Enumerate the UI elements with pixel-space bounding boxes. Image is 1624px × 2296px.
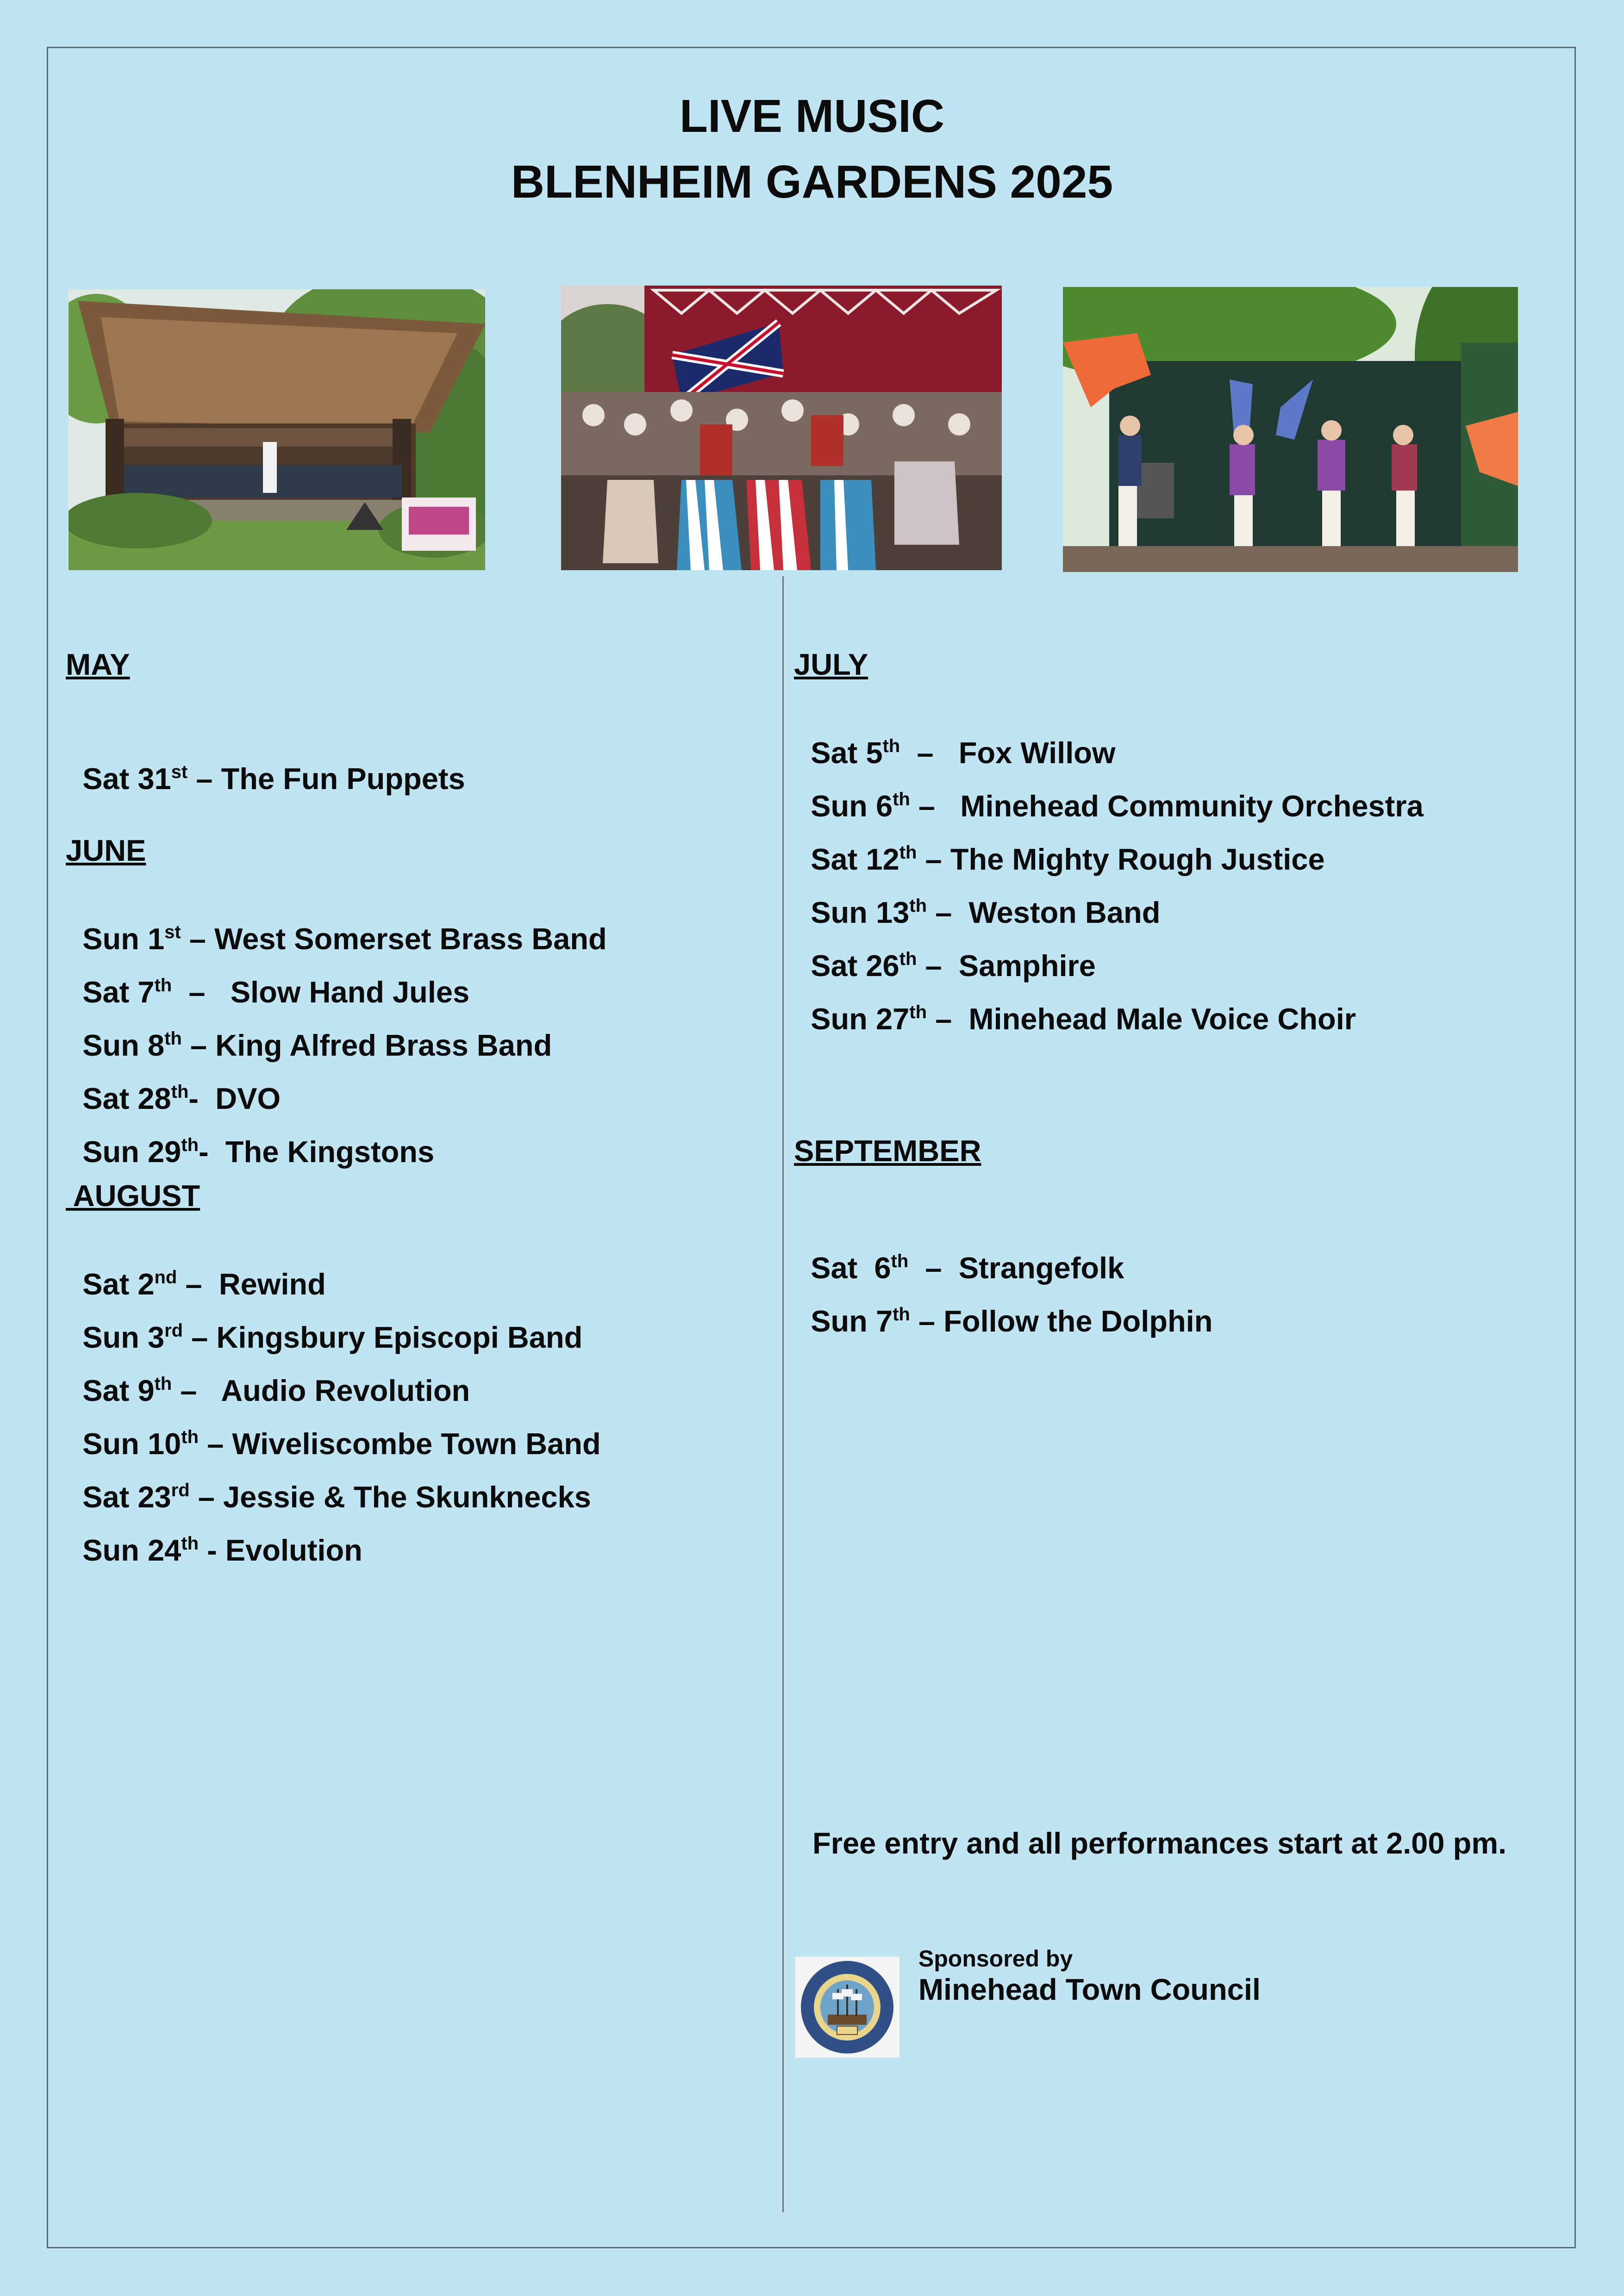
month-heading-june: JUNE (66, 834, 146, 867)
title-line-1: LIVE MUSIC (679, 90, 945, 142)
event-may-31: Sat 31st – The Fun Puppets (82, 762, 465, 796)
event-july-13: Sun 13th – Weston Band (811, 896, 1161, 929)
sponsored-by-label: Sponsored by (918, 1946, 1073, 1972)
month-heading-september: SEPTEMBER (794, 1134, 981, 1168)
month-heading-july: JULY (794, 647, 868, 681)
event-july-5: Sat 5th – Fox Willow (811, 736, 1116, 770)
event-july-6: Sun 6th – Minehead Community Orchestra (811, 789, 1424, 823)
event-august-10: Sun 10th – Wiveliscombe Town Band (82, 1427, 601, 1461)
event-august-2: Sat 2nd – Rewind (82, 1267, 326, 1301)
dancers-photo (1063, 287, 1518, 572)
event-june-7: Sat 7th – Slow Hand Jules (82, 975, 470, 1009)
bandstand-photo (69, 289, 485, 570)
event-august-3: Sun 3rd – Kingsbury Episcopi Band (82, 1320, 583, 1354)
event-june-1: Sun 1st – West Somerset Brass Band (82, 922, 607, 956)
crowd-photo (561, 286, 1002, 570)
event-september-7: Sun 7th – Follow the Dolphin (811, 1304, 1213, 1338)
event-june-29: Sun 29th- The Kingstons (82, 1135, 435, 1169)
month-heading-august: AUGUST (66, 1179, 200, 1213)
event-june-28: Sat 28th- DVO (82, 1082, 281, 1115)
event-august-24: Sun 24th - Evolution (82, 1533, 362, 1567)
column-divider (782, 576, 784, 2212)
month-heading-may: MAY (66, 647, 130, 681)
event-august-9: Sat 9th – Audio Revolution (82, 1374, 470, 1407)
free-entry-note: Free entry and all performances start at 2.00 pm. (812, 1826, 1507, 1860)
event-june-8: Sun 8th – King Alfred Brass Band (82, 1028, 552, 1062)
event-september-6: Sat 6th – Strangefolk (811, 1251, 1124, 1285)
event-august-23: Sat 23rd – Jessie & The Skunknecks (82, 1480, 591, 1514)
sponsor-name: Minehead Town Council (918, 1972, 1261, 2006)
page-title (0, 83, 1624, 215)
sponsor-line (914, 1937, 1261, 2007)
event-july-12: Sat 12th – The Mighty Rough Justice (811, 842, 1325, 876)
event-july-27: Sun 27th – Minehead Male Voice Choir (811, 1002, 1356, 1036)
event-july-26: Sat 26th – Samphire (811, 949, 1096, 983)
town-council-seal-icon (795, 1957, 899, 2058)
title-line-2: BLENHEIM GARDENS 2025 (511, 156, 1113, 208)
